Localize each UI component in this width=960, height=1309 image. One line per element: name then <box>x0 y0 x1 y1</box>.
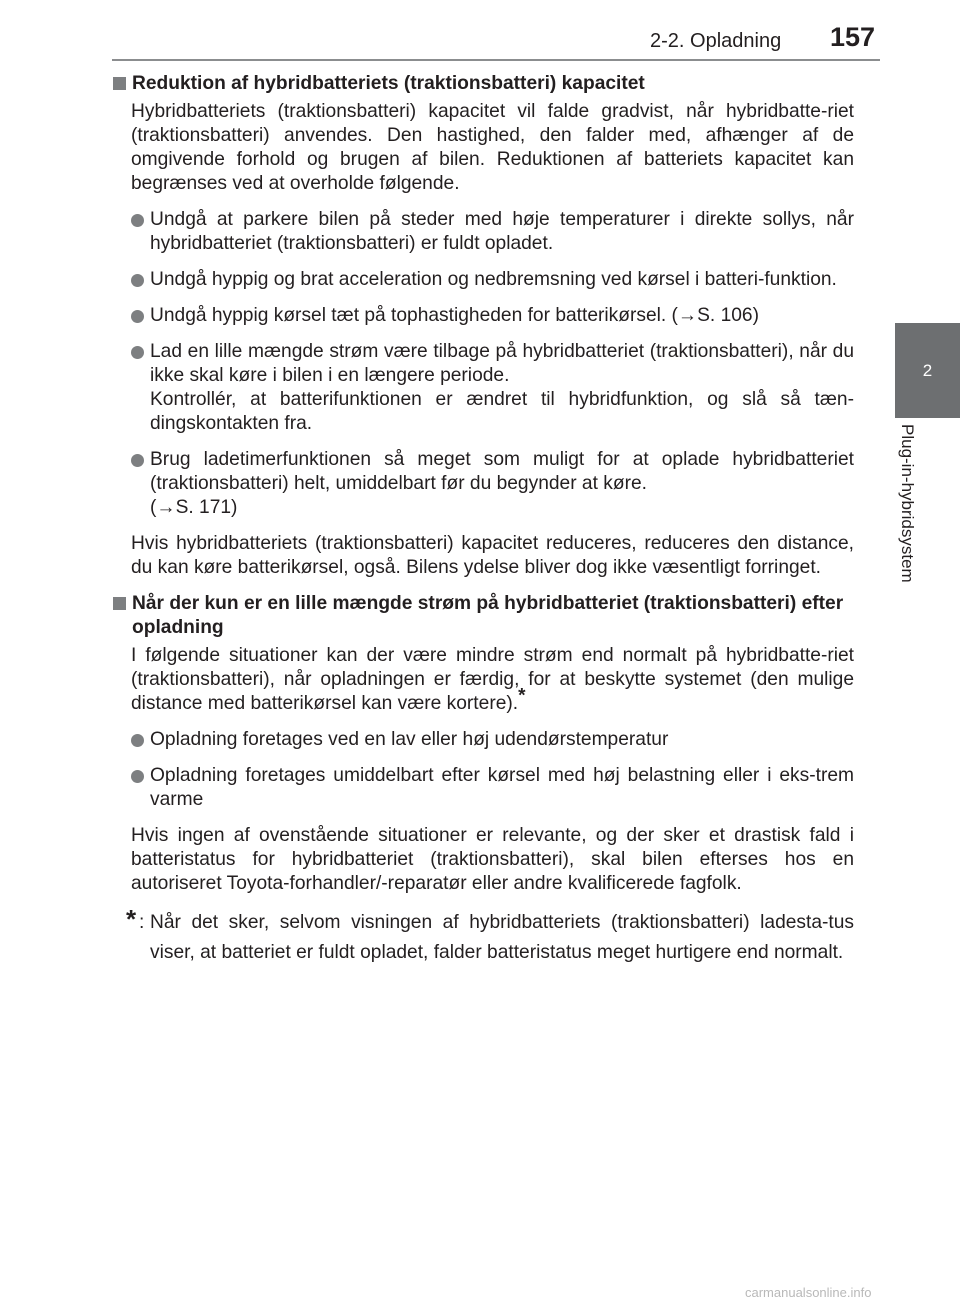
list-item: Undgå at parkere bilen på steder med høje temperaturer i direkte sollys, når hybridbatteriet (traktionsbatteri) er fuldt opladet. <box>112 208 854 256</box>
section-title: 2-2. Opladning <box>650 30 782 52</box>
square-bullet-icon <box>113 597 126 610</box>
page-number: 157 <box>830 22 876 52</box>
watermark: carmanualsonline.info <box>745 1285 872 1300</box>
bullet-dot-icon <box>131 274 144 287</box>
footnote-mark: * <box>126 904 137 934</box>
chapter-tab <box>895 323 960 418</box>
square-bullet-icon <box>113 77 126 90</box>
bullet-dot-icon <box>131 310 144 323</box>
header-rule <box>112 59 880 61</box>
bullet-dot-icon <box>131 214 144 227</box>
bullet-dot-icon <box>131 770 144 783</box>
paragraph: Hvis hybridbatteriets (traktionsbatteri) kapacitet reduceres, reduceres den distance, du kan køre batterikørsel, også. Bilens ydelse bliver dog ikke væsentligt forringet. <box>131 533 854 578</box>
page-content <box>112 72 854 968</box>
footnote-marker: * <box>518 685 526 707</box>
page-header <box>0 0 960 62</box>
list-item: Brug ladetimerfunktionen så meget som muligt for at oplade hybridbatteriet (traktionsbatteri) helt, umiddelbart før du begynder at køre. (→S. 171) <box>112 448 854 520</box>
list-item: Undgå hyppig og brat acceleration og nedbremsning ved kørsel i batteri-funktion. <box>112 268 854 292</box>
footnote: * : Når det sker, selvom visningen af hybridbatteriets (traktionsbatteri) ladesta-tus viser, at batteriet er fuldt opladet, falder batteristatus meget hurtigere end normalt. <box>126 904 854 963</box>
list-item: Undgå hyppig kørsel tæt på tophastigheden for batterikørsel. (→S. 106) <box>112 304 854 328</box>
section-heading: Reduktion af hybridbatteriets (traktionsbatteri) kapacitet <box>112 72 854 96</box>
chapter-number: 2 <box>922 360 933 380</box>
paragraph: Hybridbatteriets (traktionsbatteri) kapacitet vil falde gradvist, når hybridbatte-riet (traktionsbatteri) anvendes. Den hastighed, den falder med, afhænger af de omgivende forhold og brugen af bilen. Reduktionen af batteriets kapacitet kan begrænses ved at overholde følgende. <box>131 101 854 194</box>
list-item: Opladning foretages umiddelbart efter kørsel med høj belastning eller i eks-trem varme <box>112 764 854 812</box>
list-item: Lad en lille mængde strøm være tilbage på hybridbatteriet (traktionsbatteri), når du ikke skal køre i bilen i en længere periode. Kontrollér, at batterifunktionen er ændret til hybridfunktion, og slå så tæn-dingskontakten fra. <box>112 340 854 436</box>
chapter-title: Plug-in-hybridsystem <box>898 424 917 583</box>
list-item: Opladning foretages ved en lav eller høj udendørstemperatur <box>112 728 854 752</box>
bullet-dot-icon <box>131 346 144 359</box>
bullet-dot-icon <box>131 454 144 467</box>
section-heading: Når der kun er en lille mængde strøm på hybridbatteriet (traktionsbatteri) efter opladning <box>112 592 854 640</box>
paragraph: Hvis ingen af ovenstående situationer er relevante, og der sker et drastisk fald i batteristatus for hybridbatteriet (traktionsbatteri), skal bilen efterses hos en autoriseret Toyota-forhandler/-reparatør eller andre kvalificerede fagfolk. <box>131 825 854 894</box>
paragraph: I følgende situationer kan der være mindre strøm end normalt på hybridbatte-riet (traktionsbatteri), når opladningen er færdig, for at beskytte systemet (den mulige distance med batterikørsel kan være kortere).* <box>131 645 854 714</box>
bullet-dot-icon <box>131 734 144 747</box>
